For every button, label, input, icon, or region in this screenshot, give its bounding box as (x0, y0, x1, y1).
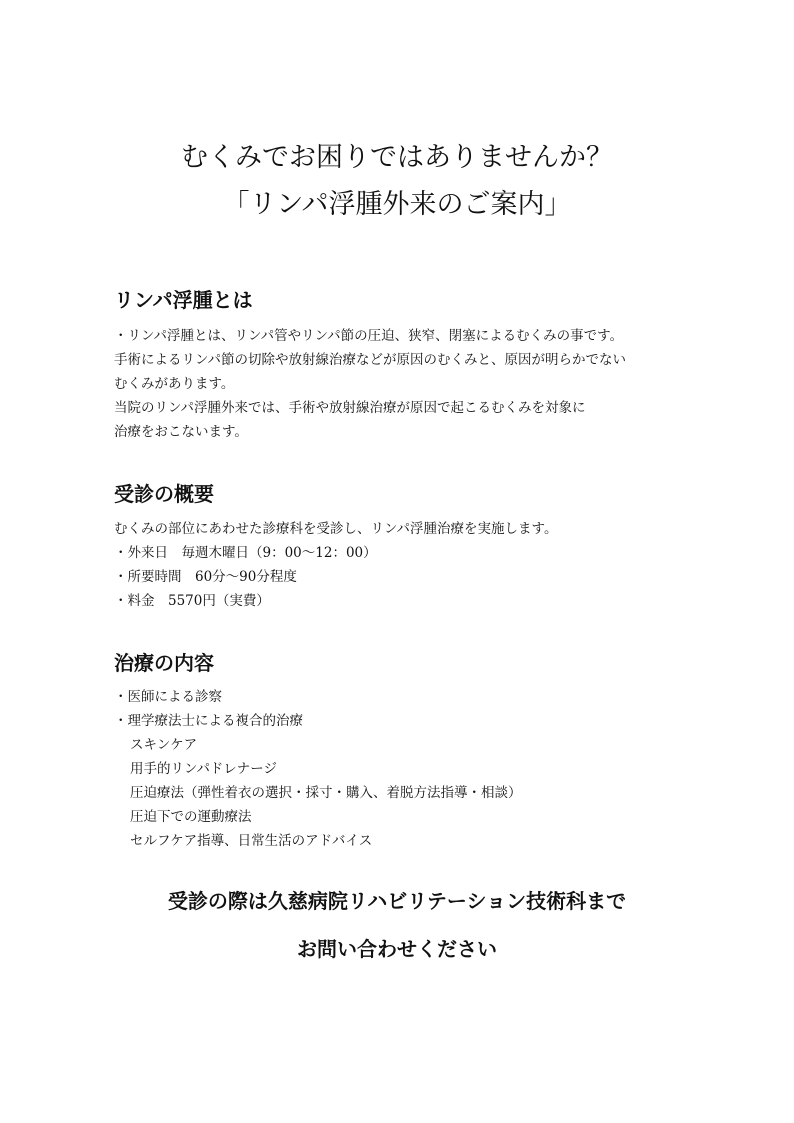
section-heading-treatment: 治療の内容 (114, 651, 214, 675)
treatment-subitem: スキンケア (130, 737, 198, 753)
treatment-subitem: 圧迫下での運動療法 (130, 809, 252, 825)
section-heading-overview: 受診の概要 (114, 482, 214, 506)
about-line: 当院のリンパ浮腫外来では、手術や放射線治療が原因で起こるむくみを対象に (114, 400, 586, 416)
overview-line: ・所要時間 60分～90分程度 (114, 569, 297, 585)
about-line: 治療をおこないます。 (114, 424, 248, 440)
treatment-subitem: 用手的リンパドレナージ (130, 761, 278, 777)
overview-line: むくみの部位にあわせた診療科を受診し、リンパ浮腫治療を実施します。 (114, 521, 558, 537)
treatment-line: ・理学療法士による複合的治療 (114, 713, 303, 729)
about-line: ・リンパ浮腫とは、リンパ管やリンパ節の圧迫、狭窄、閉塞によるむくみの事です。 (114, 328, 624, 344)
overview-line: ・料金 5570円（実費） (114, 593, 270, 609)
contact-line: お問い合わせください (297, 937, 497, 961)
overview-line: ・外来日 毎週木曜日（9：00～12：00） (114, 545, 377, 561)
page-subtitle: 「リンパ浮腫外来のご案内」 (222, 189, 572, 220)
treatment-line: ・医師による診察 (114, 689, 222, 705)
about-line: むくみがあります。 (114, 376, 235, 392)
about-line: 手術によるリンパ節の切除や放射線治療などが原因のむくみと、原因が明らかでない (114, 352, 627, 368)
page-title: むくみでお困りではありませんか？ (181, 142, 613, 173)
section-heading-about: リンパ浮腫とは (114, 288, 253, 312)
treatment-subitem: 圧迫療法（弾性着衣の選択・採寸・購入、着脱方法指導・相談） (130, 785, 522, 801)
treatment-subitem: セルフケア指導、日常生活のアドバイス (130, 833, 373, 849)
contact-line: 受診の際は久慈病院リハビリテーション技術科まで (167, 889, 627, 913)
